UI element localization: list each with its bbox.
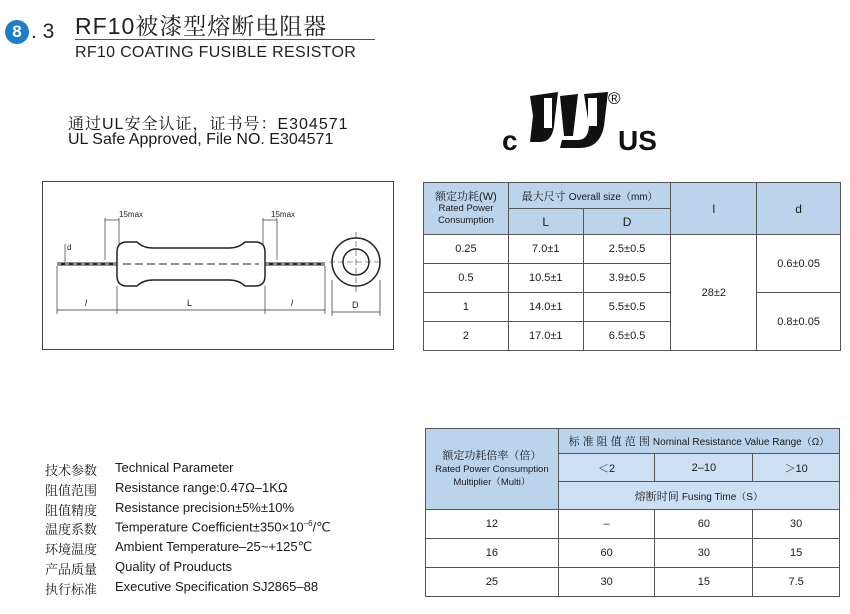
parameter-value: Resistance precision±5%±10% bbox=[115, 499, 295, 515]
length-cell: 14.0±1 bbox=[508, 293, 583, 322]
ul-mark-icon bbox=[530, 92, 608, 148]
ul-approval-cn: 通过UL安全认证，证书号：E304571 bbox=[68, 116, 349, 133]
section-number-badge: 8 bbox=[5, 20, 29, 44]
fuse-time-cell: 30 bbox=[655, 539, 753, 568]
registered-mark: ® bbox=[608, 89, 621, 108]
length-cell: 17.0±1 bbox=[508, 322, 583, 351]
resistor-outline-svg bbox=[43, 182, 393, 349]
header-multiplier-en1: Rated Power Consumption bbox=[435, 463, 549, 475]
temp-coefficient-text: Temperature Coefficient±350×10 bbox=[115, 519, 304, 535]
table-row bbox=[424, 293, 841, 322]
header-range-cn: 标 准 阻 值 范 围 bbox=[568, 436, 650, 448]
multiplier-cell: 12 bbox=[426, 510, 559, 539]
fuse-time-cell: 15 bbox=[655, 568, 753, 597]
header-rated-power bbox=[424, 183, 509, 235]
dim-D: D bbox=[352, 300, 359, 310]
ul-approval-en: UL Safe Approved, File NO. E304571 bbox=[68, 131, 334, 148]
header-overall-size bbox=[508, 183, 671, 209]
power-cell: 0.25 bbox=[424, 235, 509, 264]
parameter-value: Executive Specification SJ2865–88 bbox=[115, 578, 319, 594]
header-D: D bbox=[583, 209, 671, 235]
dim-l-right: l bbox=[291, 298, 293, 308]
header-l: l bbox=[671, 183, 757, 235]
parameter-label-cn: 环境温度 bbox=[45, 542, 98, 558]
header-resistance-range bbox=[558, 429, 839, 454]
header-multiplier-en2: Multiplier（Multi） bbox=[453, 476, 531, 488]
parameter-value: Technical Parameter bbox=[115, 460, 234, 475]
parameter-label-cn: 执行标准 bbox=[45, 581, 98, 597]
parameter-value: Ambient Temperature–25~+125℃ bbox=[115, 539, 313, 555]
header-overall-size-en: Overall size（mm） bbox=[568, 191, 658, 203]
header-multiplier-cn: 额定功耗倍率（倍） bbox=[442, 449, 542, 462]
parameter-value: Quality of Prouducts bbox=[115, 558, 233, 574]
temp-coefficient-exponent: –6 bbox=[303, 519, 313, 529]
temp-coefficient-unit: /℃ bbox=[312, 519, 331, 535]
dim-15max-right: 15max bbox=[271, 210, 296, 219]
dim-l-left: l bbox=[85, 298, 87, 308]
parameter-label-cn: 技术参数 bbox=[45, 463, 98, 478]
diameter-cell: 5.5±0.5 bbox=[583, 293, 671, 322]
overall-size-table bbox=[423, 182, 841, 351]
parameter-label-cn: 阻值精度 bbox=[45, 502, 98, 518]
diameter-cell: 3.9±0.5 bbox=[583, 264, 671, 293]
title-underline bbox=[75, 39, 375, 40]
fusing-time-table bbox=[425, 428, 840, 597]
table-row bbox=[426, 510, 840, 539]
dim-d-label: d bbox=[67, 243, 72, 252]
lead-diameter-cell: 0.6±0.05 bbox=[757, 235, 841, 293]
dim-L: L bbox=[187, 298, 193, 308]
parameter-value bbox=[115, 519, 331, 535]
fuse-time-cell: – bbox=[558, 510, 655, 539]
lead-diameter-cell: 0.8±0.05 bbox=[757, 293, 841, 351]
page-title-cn: RF10被漆型熔断电阻器 bbox=[75, 13, 328, 39]
diameter-cell: 2.5±0.5 bbox=[583, 235, 671, 264]
table-row bbox=[424, 235, 841, 264]
dim-15max-left: 15max bbox=[119, 210, 144, 219]
parameter-value: Resistance range:0.47Ω–1KΩ bbox=[115, 479, 288, 495]
diameter-cell: 6.5±0.5 bbox=[583, 322, 671, 351]
multiplier-cell: 25 bbox=[426, 568, 559, 597]
section-number-suffix: . 3 bbox=[31, 20, 55, 43]
table-row bbox=[426, 568, 840, 597]
ul-certification-logo bbox=[500, 86, 665, 156]
power-cell: 2 bbox=[424, 322, 509, 351]
parameter-label-cn: 产品质量 bbox=[45, 561, 98, 577]
fuse-time-cell: 30 bbox=[753, 510, 840, 539]
header-L: L bbox=[508, 209, 583, 235]
parameter-label-cn: 阻值范围 bbox=[45, 482, 98, 498]
length-cell: 7.0±1 bbox=[508, 235, 583, 264]
fuse-time-cell: 7.5 bbox=[753, 568, 840, 597]
logo-c-letter: c bbox=[502, 125, 518, 156]
fuse-time-cell: 30 bbox=[558, 568, 655, 597]
fuse-time-cell: 15 bbox=[753, 539, 840, 568]
header-multiplier bbox=[426, 429, 559, 510]
power-cell: 1 bbox=[424, 293, 509, 322]
length-cell: 10.5±1 bbox=[508, 264, 583, 293]
header-d: d bbox=[757, 183, 841, 235]
resistor-dimension-drawing bbox=[42, 181, 394, 350]
header-rated-power-en1: Rated Power bbox=[438, 202, 494, 214]
fuse-time-cell: 60 bbox=[558, 539, 655, 568]
header-fusing-time-cn: 熔断时间 bbox=[634, 490, 679, 503]
parameter-label-cn: 温度系数 bbox=[45, 522, 98, 538]
header-rated-power-cn: 额定功耗(W) bbox=[435, 190, 497, 203]
header-range-2-10: 2–10 bbox=[655, 454, 753, 482]
table-row bbox=[426, 539, 840, 568]
logo-us-letters: US bbox=[618, 125, 657, 156]
lead-length-cell: 28±2 bbox=[671, 235, 757, 351]
header-range-lt2: ＜2 bbox=[558, 454, 655, 482]
header-fusing-time-en: Fusing Time（S） bbox=[681, 491, 763, 503]
header-fusing-time bbox=[558, 482, 839, 510]
header-overall-size-cn: 最大尺寸 bbox=[521, 190, 566, 203]
header-range-en: Nominal Resistance Value Range（Ω） bbox=[652, 437, 830, 448]
fuse-time-cell: 60 bbox=[655, 510, 753, 539]
header-rated-power-en2: Consumption bbox=[437, 214, 494, 226]
page-title-en: RF10 COATING FUSIBLE RESISTOR bbox=[75, 44, 357, 61]
power-cell: 0.5 bbox=[424, 264, 509, 293]
multiplier-cell: 16 bbox=[426, 539, 559, 568]
header-range-gt10: ＞10 bbox=[753, 454, 840, 482]
